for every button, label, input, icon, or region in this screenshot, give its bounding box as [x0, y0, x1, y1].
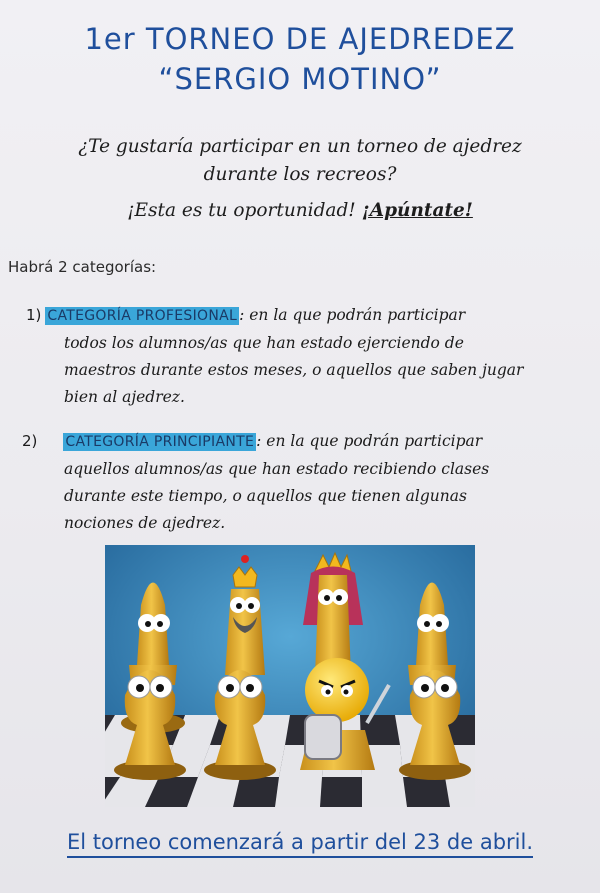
category-number: 1)	[26, 306, 42, 324]
invitation-line-1: ¿Te gustaría participar en un torneo de ajedrez	[78, 136, 522, 157]
category-professional	[26, 302, 594, 411]
category-name-highlight: CATEGORÍA PRINCIPIANTE	[65, 434, 255, 450]
category-text-line: aquellos alumnos/as que han estado recibiendo clases	[64, 460, 490, 478]
invitation-line-2: durante los recreos?	[203, 164, 397, 185]
chess-pieces-illustration	[105, 545, 475, 807]
category-lead: : en la que podrán participar	[256, 432, 483, 450]
poster-subtitle: “SERGIO MOTINO”	[158, 62, 442, 96]
category-text-line: nociones de ajedrez.	[64, 514, 226, 532]
category-text-line: bien al ajedrez.	[64, 388, 185, 406]
category-text-line: todos los alumnos/as que han estado ejerciendo de	[64, 334, 464, 352]
poster-title: 1er TORNEO DE AJEDREDEZ	[84, 22, 516, 56]
category-beginner	[22, 428, 597, 537]
start-date-announcement	[0, 830, 600, 854]
invitation-line-3	[0, 200, 600, 221]
category-name-highlight: CATEGORÍA PROFESIONAL	[47, 308, 238, 324]
category-lead: : en la que podrán participar	[239, 306, 466, 324]
category-text-line: maestros durante estos meses, o aquellos que saben jugar	[64, 361, 524, 379]
invitation-prefix: ¡Esta es tu oportunidad!	[127, 200, 356, 221]
category-number: 2)	[22, 432, 38, 450]
category-text-line: durante este tiempo, o aquellos que tienen algunas	[64, 487, 467, 505]
categories-intro: Habrá 2 categorías:	[8, 258, 157, 276]
start-date-text: El torneo comenzará a partir del 23 de abril.	[67, 830, 533, 858]
signup-callout: ¡Apúntate!	[361, 200, 473, 221]
